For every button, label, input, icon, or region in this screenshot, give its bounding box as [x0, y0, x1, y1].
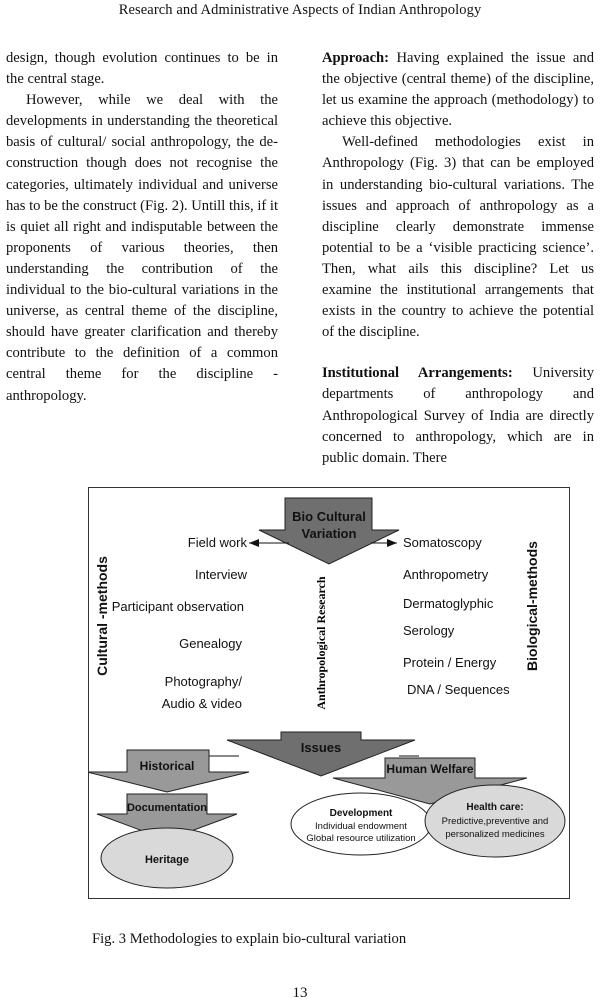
bio-cultural-label-1: Bio Cultural [292, 509, 366, 524]
cultural-method-2: Interview [194, 567, 247, 582]
approach-text: Having explained the issue and the objective (central theme) of the discipline, let us examine the approach (methodology) to achieve this objective. [322, 50, 594, 130]
cultural-method-1: Field work [187, 535, 247, 550]
historical-label: Historical [139, 759, 195, 773]
cultural-method-5: Photography/ [164, 674, 242, 689]
figure-3-diagram [88, 487, 570, 899]
institutional-lead: Institutional Arrangements: [322, 365, 513, 382]
biological-methods-label: Biological-methods [524, 541, 540, 671]
left-paragraph-2: However, while we deal with the developments in understanding the theoretical basis of cultural/ social anthropology, the de-construction though does not recognise the categories, ultimately individual and universe has to be the construct (Fig. 2). Untill this, if it is quiet all right and indisputable between the proponents of various theories, then understanding the contribution of the individual to the bio-cultural variations in the universe, as central theme of the discipline, should have greater clarification and thereby contribute to the definition of a common central theme for the discipline - anthropology. [6, 92, 278, 404]
left-column [6, 48, 278, 407]
right-paragraph-1 [322, 48, 594, 132]
development-line-2: Global resource utilization [306, 833, 416, 844]
development-line-1: Individual endowment [315, 821, 407, 832]
heritage-ellipse [101, 828, 233, 888]
biological-method-3: Dermatoglyphic [403, 596, 494, 611]
right-paragraph-3 [322, 363, 594, 468]
right-paragraph-2: Well-defined methodologies exist in Anthropology (Fig. 3) that can be employed in understanding bio-cultural variations. The issues and approach of anthropology as a discipline clearly demonstrate immense potential to be a ‘visible practicing science’. Then, what ails this discipline? Let us examine the institutional arrangements that exists in the country to achieve the potential of the discipline. [322, 134, 594, 341]
cultural-method-4: Genealogy [179, 636, 242, 651]
health-care-line-1: Predictive,preventive and [441, 816, 549, 827]
approach-lead: Approach: [322, 50, 390, 66]
biological-method-6: DNA / Sequences [407, 682, 510, 697]
biological-method-1: Somatoscopy [403, 535, 482, 550]
development-ellipse [291, 793, 431, 855]
documentation-label: Documentation [126, 802, 208, 814]
human-welfare-label: Human Welfare [386, 762, 474, 776]
left-paragraph-1: design, though evolution continues to be in the central stage. [6, 50, 278, 88]
health-care-ellipse [425, 785, 565, 857]
institutional-text: University departments of anthropology and Anthropological Survey of India are directly concerned to anthropology, which are in public domain. There [322, 365, 595, 466]
health-care-title: Health care: [466, 802, 524, 813]
cultural-methods-label: Cultural -methods [94, 556, 110, 676]
heritage-label: Heritage [144, 854, 190, 866]
biological-method-5: Protein / Energy [403, 655, 497, 670]
bio-cultural-arrow [259, 498, 399, 564]
cultural-method-3: Participant observation [111, 599, 244, 614]
issues-label: Issues [300, 740, 342, 755]
running-head: Research and Administrative Aspects of Indian Anthropology [118, 2, 482, 18]
health-care-line-2: personalized medicines [445, 829, 545, 840]
development-title: Development [329, 808, 393, 819]
figure-caption: Fig. 3 Methodologies to explain bio-cultural variation [92, 931, 407, 947]
anthropological-research-label: Anthropological Research [314, 576, 328, 710]
biological-method-4: Serology [403, 623, 455, 638]
cultural-method-6: Audio & video [161, 696, 242, 711]
page-number: 13 [292, 985, 308, 1001]
bio-cultural-label-2: Variation [301, 526, 357, 541]
right-column [322, 48, 594, 469]
biological-method-2: Anthropometry [403, 567, 489, 582]
